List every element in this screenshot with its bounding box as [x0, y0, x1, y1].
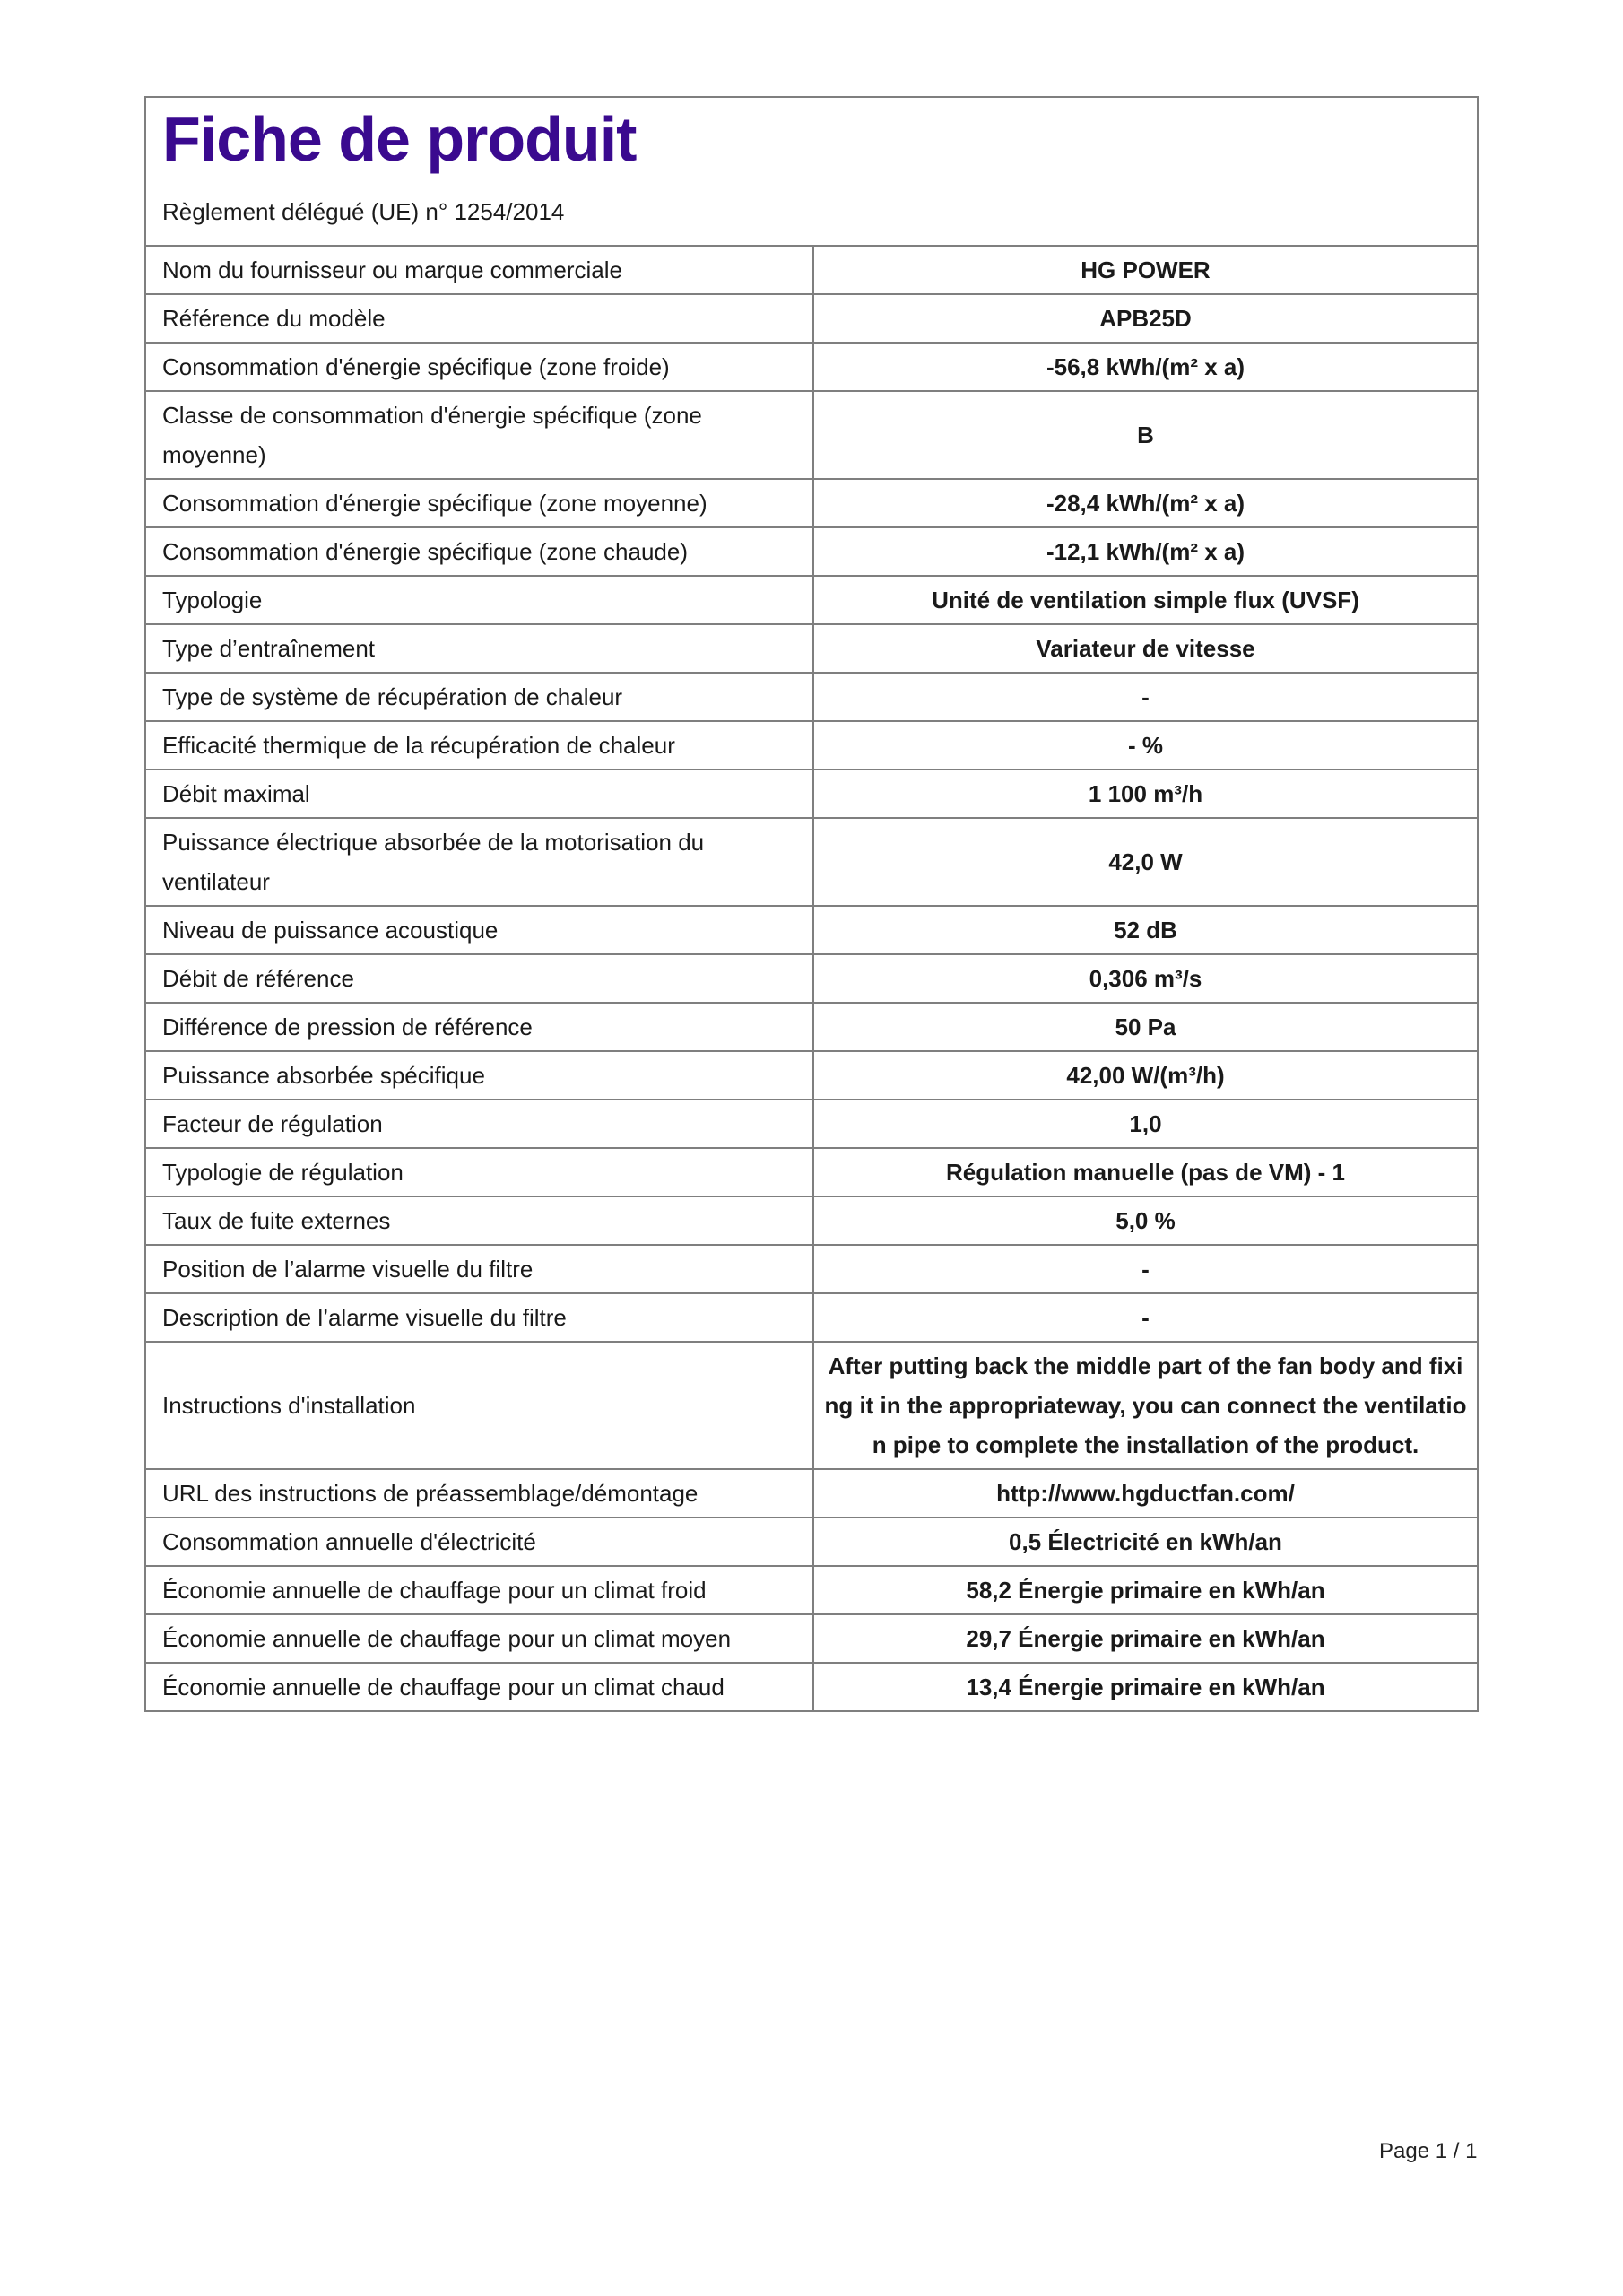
row-label: Puissance absorbée spécifique: [146, 1051, 813, 1100]
table-row: [146, 527, 1477, 576]
row-label: Nom du fournisseur ou marque commerciale: [146, 247, 813, 294]
table-row: [146, 1566, 1477, 1614]
table-row: [146, 1469, 1477, 1518]
table-row: [146, 479, 1477, 527]
page-title: Fiche de produit: [162, 104, 637, 174]
row-value: 58,2 Énergie primaire en kWh/an: [813, 1566, 1477, 1614]
row-label: Typologie de régulation: [146, 1148, 813, 1196]
row-value: 42,0 W: [813, 818, 1477, 906]
row-value: 1 100 m³/h: [813, 770, 1477, 818]
row-value: 5,0 %: [813, 1196, 1477, 1245]
row-value: Unité de ventilation simple flux (UVSF): [813, 576, 1477, 624]
row-label: Description de l’alarme visuelle du filtre: [146, 1293, 813, 1342]
row-label: Position de l’alarme visuelle du filtre: [146, 1245, 813, 1293]
row-value: -: [813, 1293, 1477, 1342]
installation-instructions-value: After putting back the middle part of the fan body and fixing it in the appropriateway, you can connect the ventilation pipe to complete the installation of the product.: [813, 1342, 1477, 1469]
regulation-subtitle: Règlement délégué (UE) n° 1254/2014: [162, 198, 565, 225]
row-label: Type de système de récupération de chaleur: [146, 673, 813, 721]
url-link[interactable]: http://www.hgductfan.com/: [813, 1469, 1477, 1518]
table-row: [146, 1003, 1477, 1051]
table-row: [146, 770, 1477, 818]
row-label: Type d’entraînement: [146, 624, 813, 673]
row-value: -: [813, 673, 1477, 721]
row-label: Puissance électrique absorbée de la motorisation du ventilateur: [146, 818, 813, 906]
row-label: Consommation annuelle d'électricité: [146, 1518, 813, 1566]
row-label: Instructions d'installation: [146, 1342, 813, 1469]
row-value: -56,8 kWh/(m² x a): [813, 343, 1477, 391]
sheet-header: [146, 98, 1477, 247]
product-sheet: [144, 96, 1479, 1712]
table-row: [146, 576, 1477, 624]
table-row: [146, 1342, 1477, 1469]
row-label: Consommation d'énergie spécifique (zone froide): [146, 343, 813, 391]
row-label: Débit maximal: [146, 770, 813, 818]
row-label: Niveau de puissance acoustique: [146, 906, 813, 954]
row-value: B: [813, 391, 1477, 479]
table-row: [146, 1148, 1477, 1196]
product-spec-table: [146, 247, 1477, 1710]
row-label: Efficacité thermique de la récupération de chaleur: [146, 721, 813, 770]
table-row: [146, 954, 1477, 1003]
table-row: [146, 343, 1477, 391]
row-value: 13,4 Énergie primaire en kWh/an: [813, 1663, 1477, 1710]
row-label: Consommation d'énergie spécifique (zone moyenne): [146, 479, 813, 527]
table-row: [146, 294, 1477, 343]
table-row: [146, 624, 1477, 673]
row-label: Économie annuelle de chauffage pour un climat moyen: [146, 1614, 813, 1663]
row-value: 29,7 Énergie primaire en kWh/an: [813, 1614, 1477, 1663]
row-value: 50 Pa: [813, 1003, 1477, 1051]
row-value: -12,1 kWh/(m² x a): [813, 527, 1477, 576]
row-value: 42,00 W/(m³/h): [813, 1051, 1477, 1100]
row-label: Typologie: [146, 576, 813, 624]
row-label: Classe de consommation d'énergie spécifique (zone moyenne): [146, 391, 813, 479]
page-number: Page 1 / 1: [1379, 2139, 1478, 2163]
table-row: [146, 673, 1477, 721]
table-row: [146, 1100, 1477, 1148]
table-row: [146, 721, 1477, 770]
row-value: -: [813, 1245, 1477, 1293]
row-value: 52 dB: [813, 906, 1477, 954]
row-label: Économie annuelle de chauffage pour un climat chaud: [146, 1663, 813, 1710]
row-label: Facteur de régulation: [146, 1100, 813, 1148]
row-value: 1,0: [813, 1100, 1477, 1148]
row-label: Débit de référence: [146, 954, 813, 1003]
row-value: 0,306 m³/s: [813, 954, 1477, 1003]
row-label: Référence du modèle: [146, 294, 813, 343]
row-value: HG POWER: [1081, 257, 1211, 283]
table-row: [146, 818, 1477, 906]
table-row: [146, 247, 1477, 294]
row-value: 0,5 Électricité en kWh/an: [813, 1518, 1477, 1566]
row-value: -28,4 kWh/(m² x a): [813, 479, 1477, 527]
row-label: Différence de pression de référence: [146, 1003, 813, 1051]
row-label: Taux de fuite externes: [146, 1196, 813, 1245]
table-row: [146, 1614, 1477, 1663]
row-label: Consommation d'énergie spécifique (zone chaude): [146, 527, 813, 576]
table-row: [146, 1518, 1477, 1566]
table-row: [146, 906, 1477, 954]
row-value: - %: [813, 721, 1477, 770]
row-label: URL des instructions de préassemblage/démontage: [146, 1469, 813, 1518]
row-label: Économie annuelle de chauffage pour un climat froid: [146, 1566, 813, 1614]
table-row: [146, 391, 1477, 479]
row-value: APB25D: [813, 294, 1477, 343]
table-row: [146, 1245, 1477, 1293]
table-row: [146, 1663, 1477, 1710]
table-row: [146, 1051, 1477, 1100]
row-value: Régulation manuelle (pas de VM) - 1: [813, 1148, 1477, 1196]
table-row: [146, 1196, 1477, 1245]
table-row: [146, 1293, 1477, 1342]
row-value: Variateur de vitesse: [813, 624, 1477, 673]
